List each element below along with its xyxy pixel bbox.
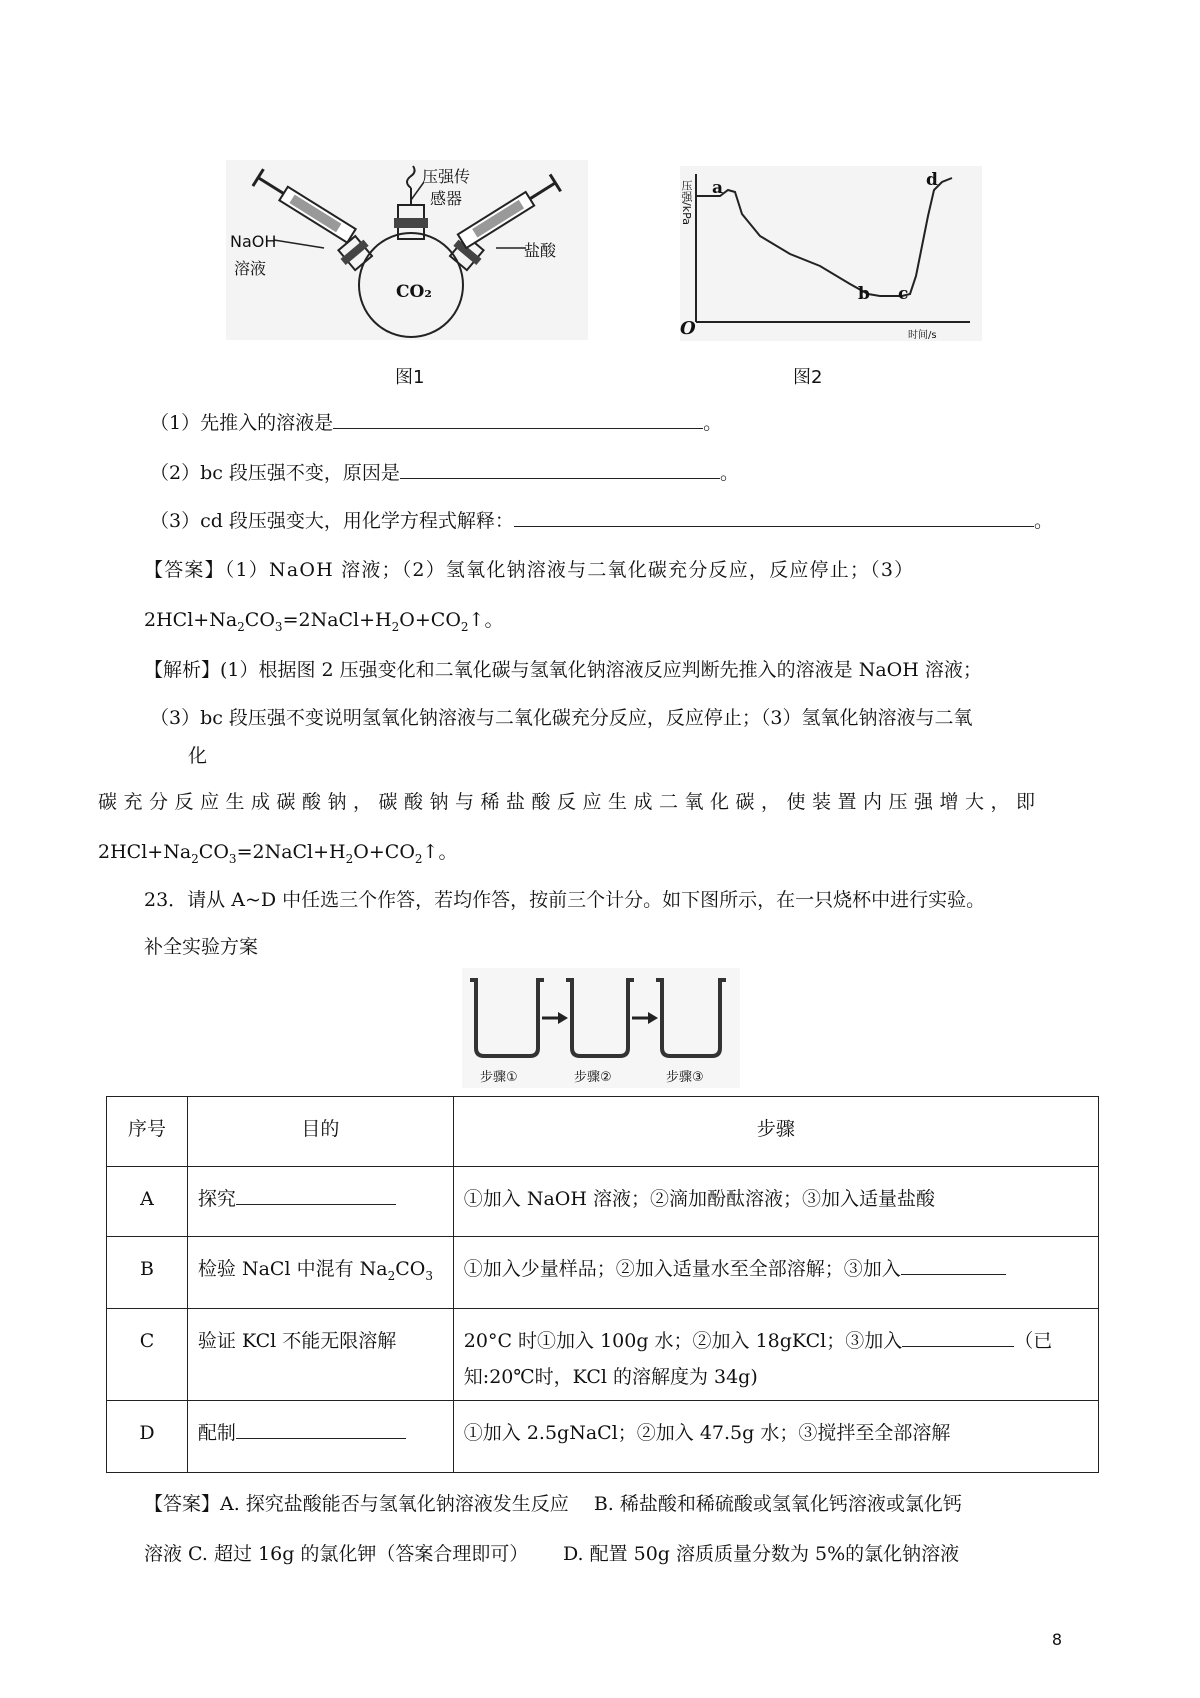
analysis-line-3: 化: [188, 745, 208, 767]
row-a-steps: ①加入 NaOH 溶液；②滴加酚酞溶液；③加入适量盐酸: [453, 1167, 1098, 1237]
figure-2-caption: 图2: [793, 367, 823, 388]
origin-label: O: [680, 318, 696, 339]
y-axis-label: 压强/kPa: [680, 180, 693, 225]
row-a-id: A: [107, 1167, 188, 1237]
table-header-row: [107, 1097, 1099, 1167]
analysis-line-2: （3）bc 段压强不变说明氢氧化钠溶液与二氧化碳充分反应，反应停止；（3）氢氧化钠溶液与二氧: [150, 707, 973, 729]
row-b-blank[interactable]: [901, 1256, 1006, 1275]
header-id: 序号: [107, 1097, 188, 1167]
row-c-steps: 20°C 时①加入 100g 水；②加入 18gKCl；③加入 （已知:20℃时，KCl 的溶解度为 34g): [453, 1309, 1098, 1401]
figure-1-apparatus: [226, 160, 588, 340]
pressure-curve-drawing: [680, 166, 982, 341]
analysis-line-4: 碳充分反应生成碳酸钠，碳酸钠与稀盐酸反应生成二氧化碳，使装置内压强增大，即: [98, 791, 1042, 813]
question-23-line-1: 23．请从 A~D 中任选三个作答，若均作答，按前三个计分。如下图所示，在一只烧杯中进行实验。: [144, 889, 986, 911]
row-d-id: D: [107, 1401, 188, 1473]
header-purpose: 目的: [187, 1097, 453, 1167]
row-d-blank[interactable]: [236, 1420, 406, 1439]
beaker-step-2-label: 步骤②: [574, 1070, 612, 1085]
question-23-line-2: 补全实验方案: [144, 936, 259, 958]
answer-blank-2[interactable]: [400, 460, 720, 479]
header-steps: 步骤: [453, 1097, 1098, 1167]
experiment-table: [106, 1096, 1099, 1473]
question-1: （1）先推入的溶液是 。: [150, 412, 723, 434]
beaker-step-3-label: 步骤③: [666, 1070, 704, 1085]
point-d-label: d: [926, 170, 938, 190]
answer-2-line-1: 【答案】A. 探究盐酸能否与氢氧化钠溶液发生反应 B. 稀盐酸和稀硫酸或氢氧化钙溶液或氯化钙: [144, 1493, 962, 1515]
x-axis-label: 时间/s: [908, 330, 937, 341]
label-pressure-sensor-1: 压强传: [422, 167, 471, 186]
beaker-step-1-label: 步骤①: [480, 1070, 518, 1085]
row-c-blank[interactable]: [902, 1328, 1014, 1347]
label-naoh-2: 溶液: [234, 259, 267, 278]
row-b-id: B: [107, 1237, 188, 1309]
beaker-steps-figure: [462, 968, 740, 1088]
row-c-id: C: [107, 1309, 188, 1401]
row-d-purpose: 配制: [187, 1401, 453, 1473]
answer-2-line-2: 溶液 C. 超过 16g 的氯化钾（答案合理即可） D. 配置 50g 溶质质量分数为 5%的氯化钠溶液: [144, 1543, 960, 1565]
question-3: （3）cd 段压强变大，用化学方程式解释： 。: [150, 510, 1053, 532]
point-c-label: c: [898, 284, 909, 304]
answer-blank-3[interactable]: [514, 508, 1034, 527]
label-pressure-sensor-2: 感器: [430, 189, 463, 208]
table-row: [107, 1237, 1099, 1309]
analysis-equation: $2HCl+Na_2CO_3=2NaCl+H_2O+CO_2↑$。: [98, 841, 458, 866]
answer-1-equation: $2HCl+Na_2CO_3=2NaCl+H_2O+CO_2↑$。: [144, 609, 504, 634]
table-row: [107, 1309, 1099, 1401]
point-a-label: a: [712, 178, 724, 198]
label-co2: CO₂: [396, 282, 432, 302]
label-hydrochloric-acid: 盐酸: [524, 241, 557, 260]
analysis-line-1: 【解析】(1）根据图 2 压强变化和二氧化碳与氢氧化钠溶液反应判断先推入的溶液是 NaOH 溶液；: [144, 659, 982, 681]
row-b-steps: ①加入少量样品；②加入适量水至全部溶解；③加入: [453, 1237, 1098, 1309]
question-2: （2）bc 段压强不变，原因是 。: [150, 462, 739, 484]
table-row: [107, 1401, 1099, 1473]
table-row: [107, 1167, 1099, 1237]
figure-2-pressure-curve: [680, 166, 982, 341]
page-number: 8: [1051, 1630, 1062, 1649]
row-a-blank[interactable]: [236, 1186, 396, 1205]
row-a-purpose: 探究: [187, 1167, 453, 1237]
point-b-label: b: [858, 284, 870, 304]
answer-1-line-1: 【答案】（1）NaOH 溶液；（2）氢氧化钠溶液与二氧化碳充分反应，反应停止；（3）: [144, 559, 915, 581]
row-c-purpose: 验证 KCl 不能无限溶解: [187, 1309, 453, 1401]
row-d-steps: ①加入 2.5gNaCl；②加入 47.5g 水；③搅拌至全部溶解: [453, 1401, 1098, 1473]
figure-1-caption: 图1: [395, 367, 425, 388]
answer-blank-1[interactable]: [333, 410, 703, 429]
label-naoh-1: NaOH: [230, 232, 277, 251]
row-b-purpose: 检验 NaCl 中混有 $Na_2CO_3$: [187, 1237, 453, 1309]
